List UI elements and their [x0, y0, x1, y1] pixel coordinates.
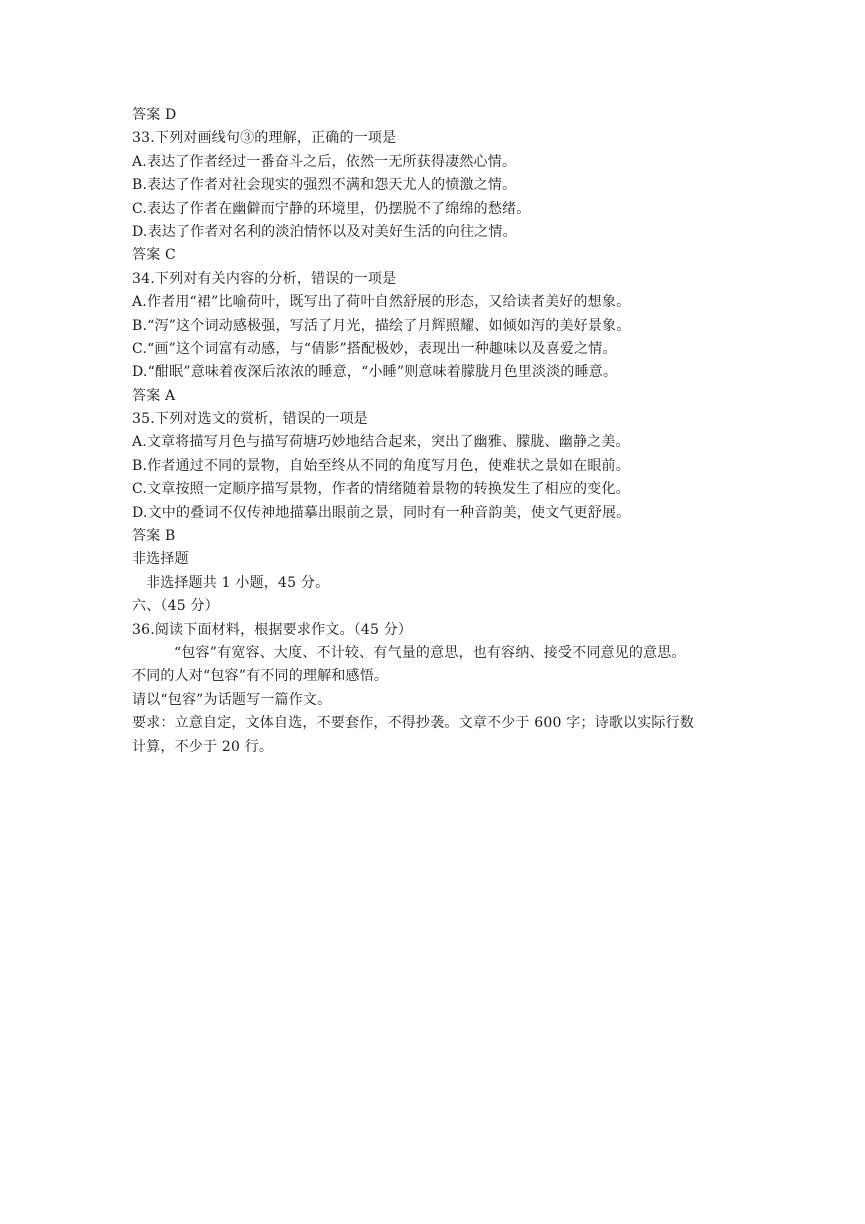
answer-line: 答案 C [132, 247, 176, 264]
requirements: 要求：立意自定，文体自选，不要套作，不得抄袭。文章不少于 600 字；诗歌以实际行数 [132, 715, 695, 732]
question-33-option-a: A.表达了作者经过一番奋斗之后，依然一无所获得凄然心情。 [132, 153, 517, 170]
material-paragraph-cont: 不同的人对“包容”有不同的理解和感悟。 [132, 668, 389, 685]
question-35-stem: 35.下列对选文的赏析，错误的一项是 [132, 411, 368, 428]
question-33-stem: 33.下列对画线句③的理解，正确的一项是 [132, 130, 397, 147]
question-35-option-d: D.文中的叠词不仅传神地描摹出眼前之景，同时有一种音韵美，使文气更舒展。 [132, 504, 631, 521]
requirements-cont: 计算，不少于 20 行。 [132, 738, 274, 755]
answer-line: 答案 D [132, 107, 177, 123]
question-34-stem: 34.下列对有关内容的分析，错误的一项是 [132, 270, 397, 287]
question-34-option-a: A.作者用“裙”比喻荷叶，既写出了荷叶自然舒展的形态，又给读者美好的想象。 [132, 294, 631, 311]
question-35-option-c: C.文章按照一定顺序描写景物，作者的情绪随着景物的转换发生了相应的变化。 [132, 481, 630, 498]
essay-prompt: 请以“包容”为话题写一篇作文。 [132, 691, 332, 708]
section-heading: 非选择题 [132, 551, 189, 568]
material-paragraph: “包容”有宽容、大度、不计较、有气量的意思，也有容纳、接受不同意见的意思。 [174, 644, 686, 661]
answer-line: 答案 B [132, 528, 176, 545]
document-page [132, 104, 732, 759]
question-35-option-a: A.文章将描写月色与描写荷塘巧妙地结合起来，突出了幽雅、朦胧、幽静之美。 [132, 434, 630, 451]
question-33-option-c: C.表达了作者在幽僻而宁静的环境里，仍摆脱不了绵绵的愁绪。 [132, 200, 531, 217]
question-34-option-b: B.“泻”这个词动感极强，写活了月光，描绘了月辉照耀、如倾如泻的美好景象。 [132, 317, 631, 334]
question-35-option-b: B.作者通过不同的景物，自始至终从不同的角度写月色，使难状之景如在眼前。 [132, 457, 630, 474]
question-33-option-d: D.表达了作者对名利的淡泊情怀以及对美好生活的向往之情。 [132, 223, 517, 240]
question-34-option-d: D.“酣眠”意味着夜深后浓浓的睡意，“小睡”则意味着朦胧月色里淡淡的睡意。 [132, 364, 618, 381]
question-34-option-c: C.“画”这个词富有动感，与“倩影”搭配极妙，表现出一种趣味以及喜爱之情。 [132, 340, 617, 357]
section-note: 非选择题共 1 小题，45 分。 [146, 574, 330, 591]
question-33-option-b: B.表达了作者对社会现实的强烈不满和怨天尤人的愤激之情。 [132, 177, 517, 194]
answer-line: 答案 A [132, 387, 176, 404]
part-heading: 六、（45 分） [132, 598, 219, 615]
question-36-stem: 36.阅读下面材料，根据要求作文。（45 分） [132, 621, 413, 638]
